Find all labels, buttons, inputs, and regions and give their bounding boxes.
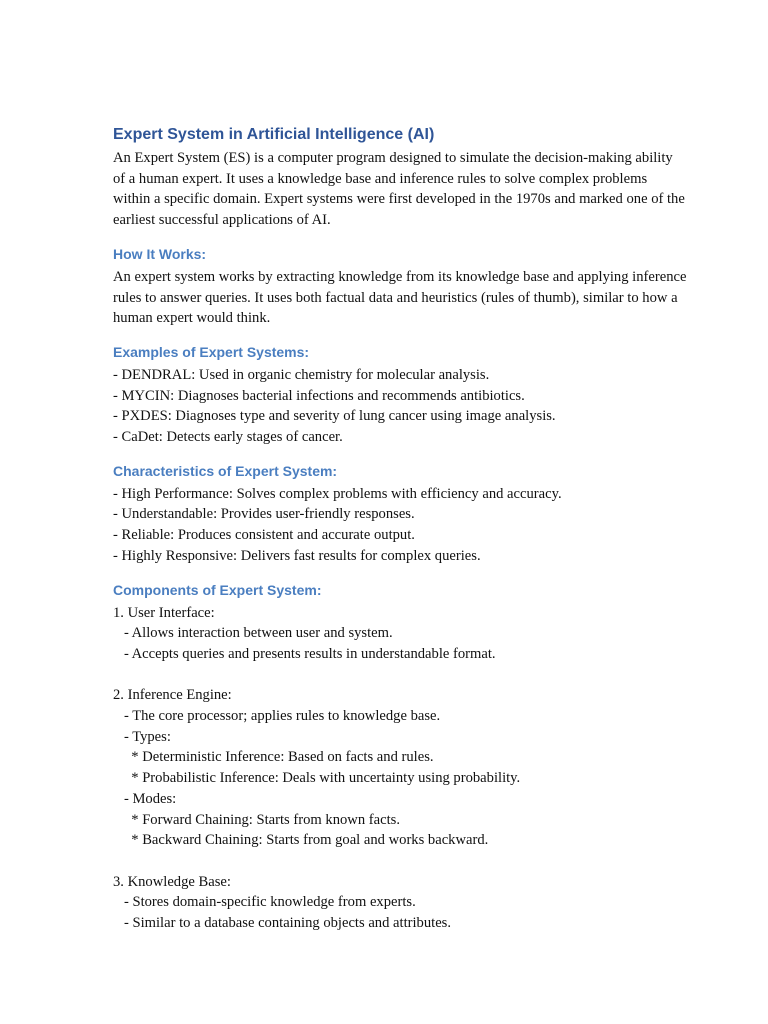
intro-paragraph: An Expert System (ES) is a computer program designed to simulate the decision-making ability of a human expert. It uses a knowledge base and inference rules to solve complex problems within a specific domain. Expert systems were first developed in the 1970s and marked one of the earliest successful applications of AI. xyxy=(113,150,685,229)
how-it-works-section xyxy=(113,245,688,329)
characteristics-heading: Characteristics of Expert System: xyxy=(113,462,338,479)
document-title: Expert System in Artificial Intelligence (AI) xyxy=(113,126,435,143)
list-item: - Stores domain-specific knowledge from experts. xyxy=(113,894,416,911)
examples-heading: Examples of Expert Systems: xyxy=(113,343,310,360)
examples-section xyxy=(113,343,688,448)
list-item: - CaDet: Detects early stages of cancer. xyxy=(113,429,343,446)
list-item: * Probabilistic Inference: Deals with uncertainty using probability. xyxy=(113,770,521,787)
list-item: - Accepts queries and presents results in understandable format. xyxy=(113,645,496,662)
intro-section xyxy=(113,125,688,231)
spacer xyxy=(113,851,688,872)
list-item: 2. Inference Engine: xyxy=(113,687,232,704)
spacer xyxy=(113,665,688,686)
list-item: * Deterministic Inference: Based on facts and rules. xyxy=(113,749,434,766)
list-item: - PXDES: Diagnoses type and severity of lung cancer using image analysis. xyxy=(113,408,556,425)
characteristics-section xyxy=(113,462,688,567)
list-item: - Understandable: Provides user-friendly responses. xyxy=(113,506,415,523)
characteristics-list xyxy=(113,484,688,567)
list-item: * Forward Chaining: Starts from known facts. xyxy=(113,811,400,828)
list-item: - MYCIN: Diagnoses bacterial infections and recommends antibiotics. xyxy=(113,387,525,404)
list-item: - The core processor; applies rules to knowledge base. xyxy=(113,708,441,725)
list-item: - Allows interaction between user and system. xyxy=(113,625,393,642)
list-item: - Similar to a database containing objects and attributes. xyxy=(113,915,451,932)
how-it-works-heading: How It Works: xyxy=(113,245,207,262)
inference-engine-block xyxy=(113,685,688,851)
list-item: 1. User Interface: xyxy=(113,604,215,621)
examples-list xyxy=(113,365,688,448)
list-item: - Highly Responsive: Delivers fast results for complex queries. xyxy=(113,547,481,564)
list-item: - Reliable: Produces consistent and accurate output. xyxy=(113,527,415,544)
list-item: - Types: xyxy=(113,728,171,745)
components-section xyxy=(113,581,688,934)
list-item: - Modes: xyxy=(113,790,177,807)
user-interface-block xyxy=(113,603,688,665)
components-heading: Components of Expert System: xyxy=(113,581,322,598)
list-item: - High Performance: Solves complex problems with efficiency and accuracy. xyxy=(113,485,562,502)
list-item: 3. Knowledge Base: xyxy=(113,873,231,890)
list-item: - DENDRAL: Used in organic chemistry for molecular analysis. xyxy=(113,366,490,383)
knowledge-base-block xyxy=(113,872,688,934)
how-it-works-paragraph: An expert system works by extracting knowledge from its knowledge base and applying inference rules to answer queries. It uses both factual data and heuristics (rules of thumb), similar to how a human expert would think. xyxy=(113,268,687,327)
list-item: * Backward Chaining: Starts from goal and works backward. xyxy=(113,832,489,849)
